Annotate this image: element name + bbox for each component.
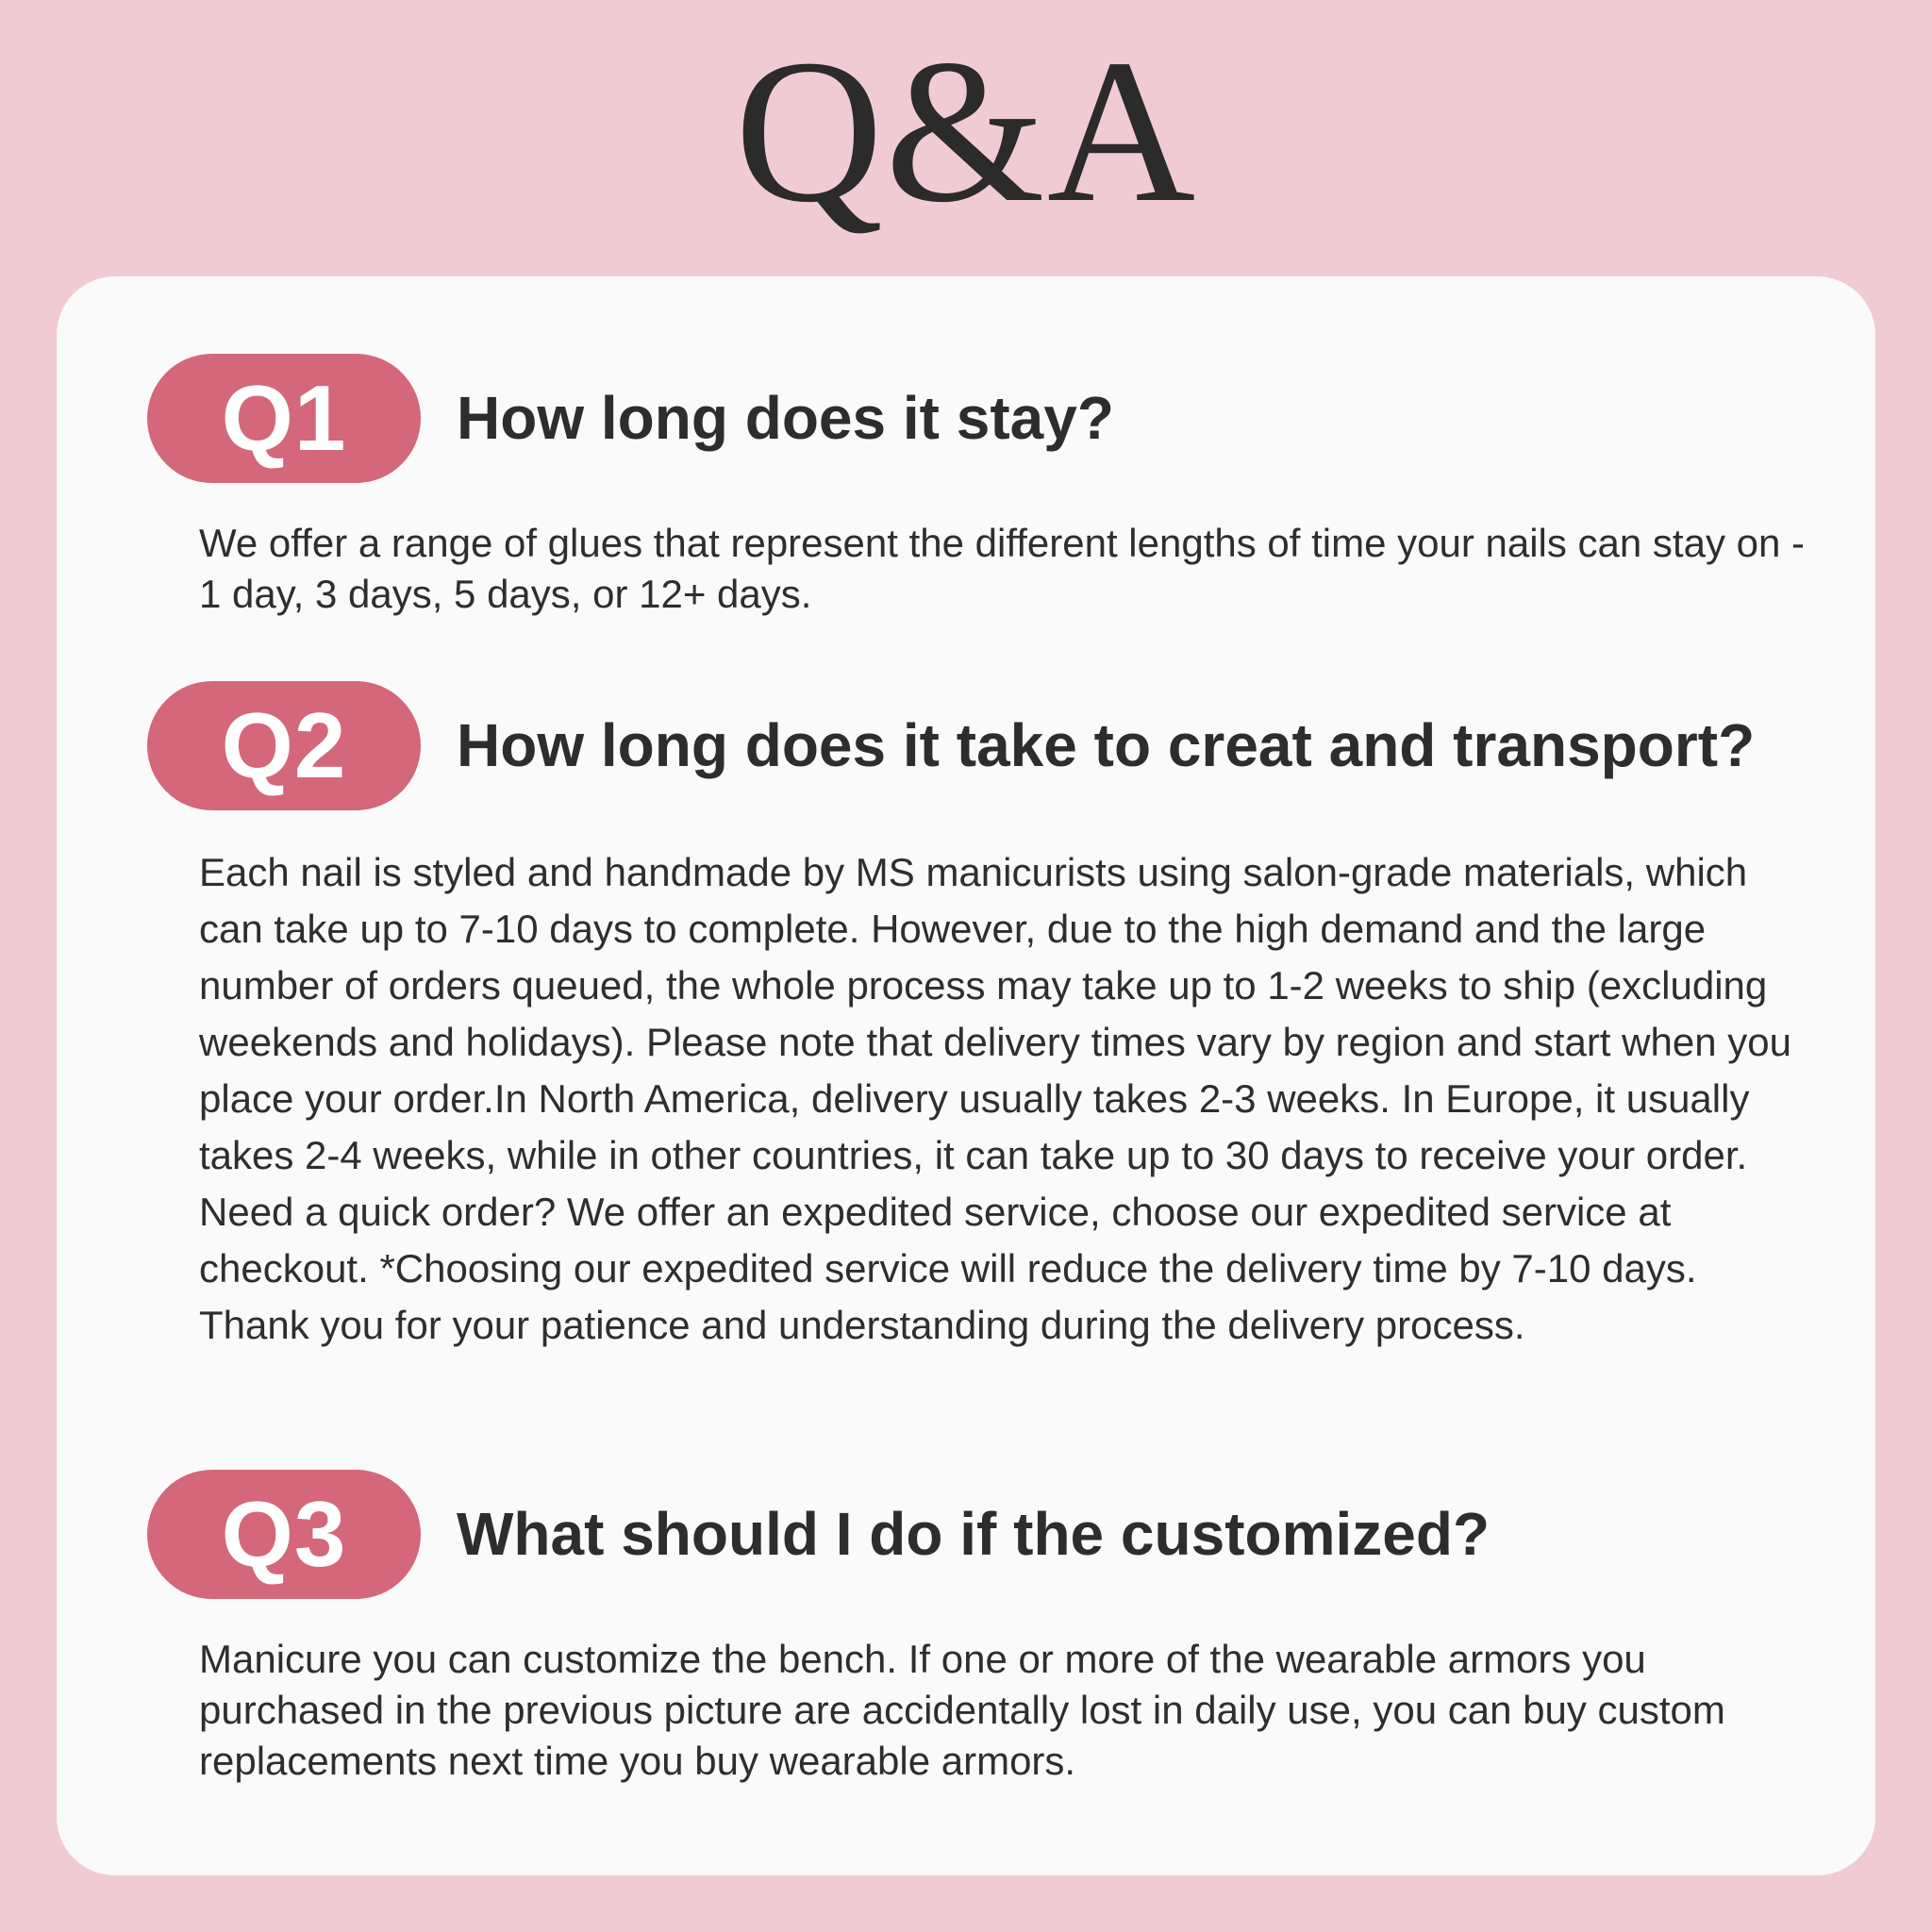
answer-paragraph: We offer a range of glues that represent the different lengths of time your nails can stay on - 1 day, 3 days, 5 days, or 12+ days. <box>199 521 1805 616</box>
answer-text-2 <box>199 844 1812 1354</box>
answer-paragraph: Need a quick order? We offer an expedited service, choose our expedited service at checkout. *Choosing our expedited service will reduce the delivery time by 7-10 days. Thank you for your patience and understanding during the delivery process. <box>199 1190 1697 1347</box>
answer-paragraph: Each nail is styled and handmade by MS manicurists using salon-grade materials, which can take up to 7-10 days to complete. However, due to the high demand and the large number of orders queued, the whole process may take up to 1-2 weeks to ship (excluding weekends and holidays). Please note that delivery times vary by region and start when you place your order.In North America, delivery usually takes 2-3 weeks. In Europe, it usually takes 2-4 weeks, while in other countries, it can take up to 30 days to receive your order. <box>199 850 1791 1177</box>
question-title-1: How long does it stay? <box>457 384 1114 452</box>
question-title-2: How long does it take to creat and transport? <box>457 711 1756 779</box>
qa-card <box>57 276 1875 1875</box>
question-title-3: What should I do if the customized? <box>457 1500 1491 1568</box>
answer-text-1 <box>199 518 1812 620</box>
question-badge-3: Q3 <box>147 1470 421 1599</box>
question-badge-2: Q2 <box>147 681 421 810</box>
answer-text-3 <box>199 1634 1812 1787</box>
answer-paragraph: Manicure you can customize the bench. If one or more of the wearable armors you purchased in the previous picture are accidentally lost in daily use, you can buy custom replacements next time you buy wearable armors. <box>199 1637 1725 1783</box>
page-title: Q&A <box>734 18 1198 245</box>
question-badge-1: Q1 <box>147 354 421 483</box>
